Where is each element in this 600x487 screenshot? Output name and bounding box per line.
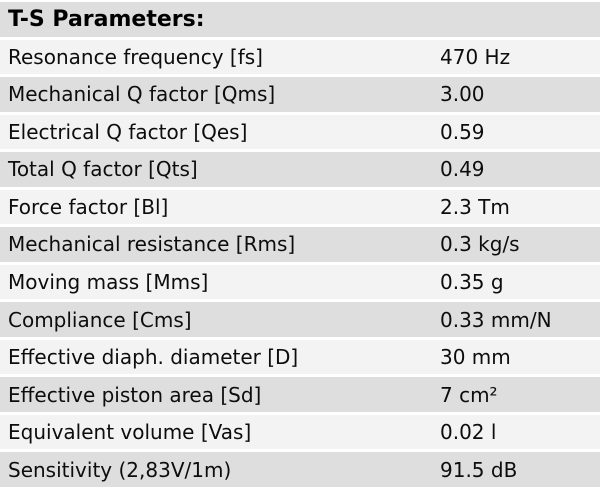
- table-row: [0, 374, 600, 412]
- parameter-value: 470 Hz: [440, 44, 511, 69]
- parameter-value: 30 mm: [440, 345, 511, 370]
- parameter-label: Force factor [Bl]: [8, 194, 169, 219]
- table-row: [0, 149, 600, 187]
- parameter-label: Effective diaph. diameter [D]: [8, 345, 299, 370]
- table-row: [0, 112, 600, 150]
- table-row: [0, 449, 600, 487]
- parameter-label: Mechanical resistance [Rms]: [8, 232, 296, 257]
- parameter-value: 0.35 g: [440, 269, 504, 294]
- parameter-label: Resonance frequency [fs]: [8, 44, 263, 69]
- parameter-label: Sensitivity (2,83V/1m): [8, 457, 232, 482]
- parameter-label: Compliance [Cms]: [8, 307, 192, 332]
- parameter-label: Mechanical Q factor [Qms]: [8, 82, 276, 107]
- table-row: [0, 412, 600, 450]
- parameter-value: 0.33 mm/N: [440, 307, 552, 332]
- parameter-value: 0.3 kg/s: [440, 232, 520, 257]
- parameter-label: Effective piston area [Sd]: [8, 382, 262, 407]
- table-row: [0, 299, 600, 337]
- table-row: [0, 337, 600, 375]
- parameter-value: 3.00: [440, 82, 485, 107]
- table-row: [0, 74, 600, 112]
- parameter-value: 7 cm²: [440, 382, 498, 407]
- parameter-value: 2.3 Tm: [440, 194, 510, 219]
- parameter-label: Equivalent volume [Vas]: [8, 420, 252, 445]
- table-row: [0, 262, 600, 300]
- parameter-label: Total Q factor [Qts]: [8, 157, 198, 182]
- page-title: T-S Parameters:: [8, 6, 205, 32]
- table-row: [0, 37, 600, 75]
- table-row: [0, 187, 600, 225]
- parameter-value: 0.02 l: [440, 420, 497, 445]
- parameter-label: Electrical Q factor [Qes]: [8, 119, 248, 144]
- parameter-label: Moving mass [Mms]: [8, 269, 209, 294]
- table-header-row: [0, 0, 600, 37]
- parameter-value: 0.59: [440, 119, 485, 144]
- parameter-value: 91.5 dB: [440, 457, 518, 482]
- parameter-value: 0.49: [440, 157, 485, 182]
- table-row: [0, 224, 600, 262]
